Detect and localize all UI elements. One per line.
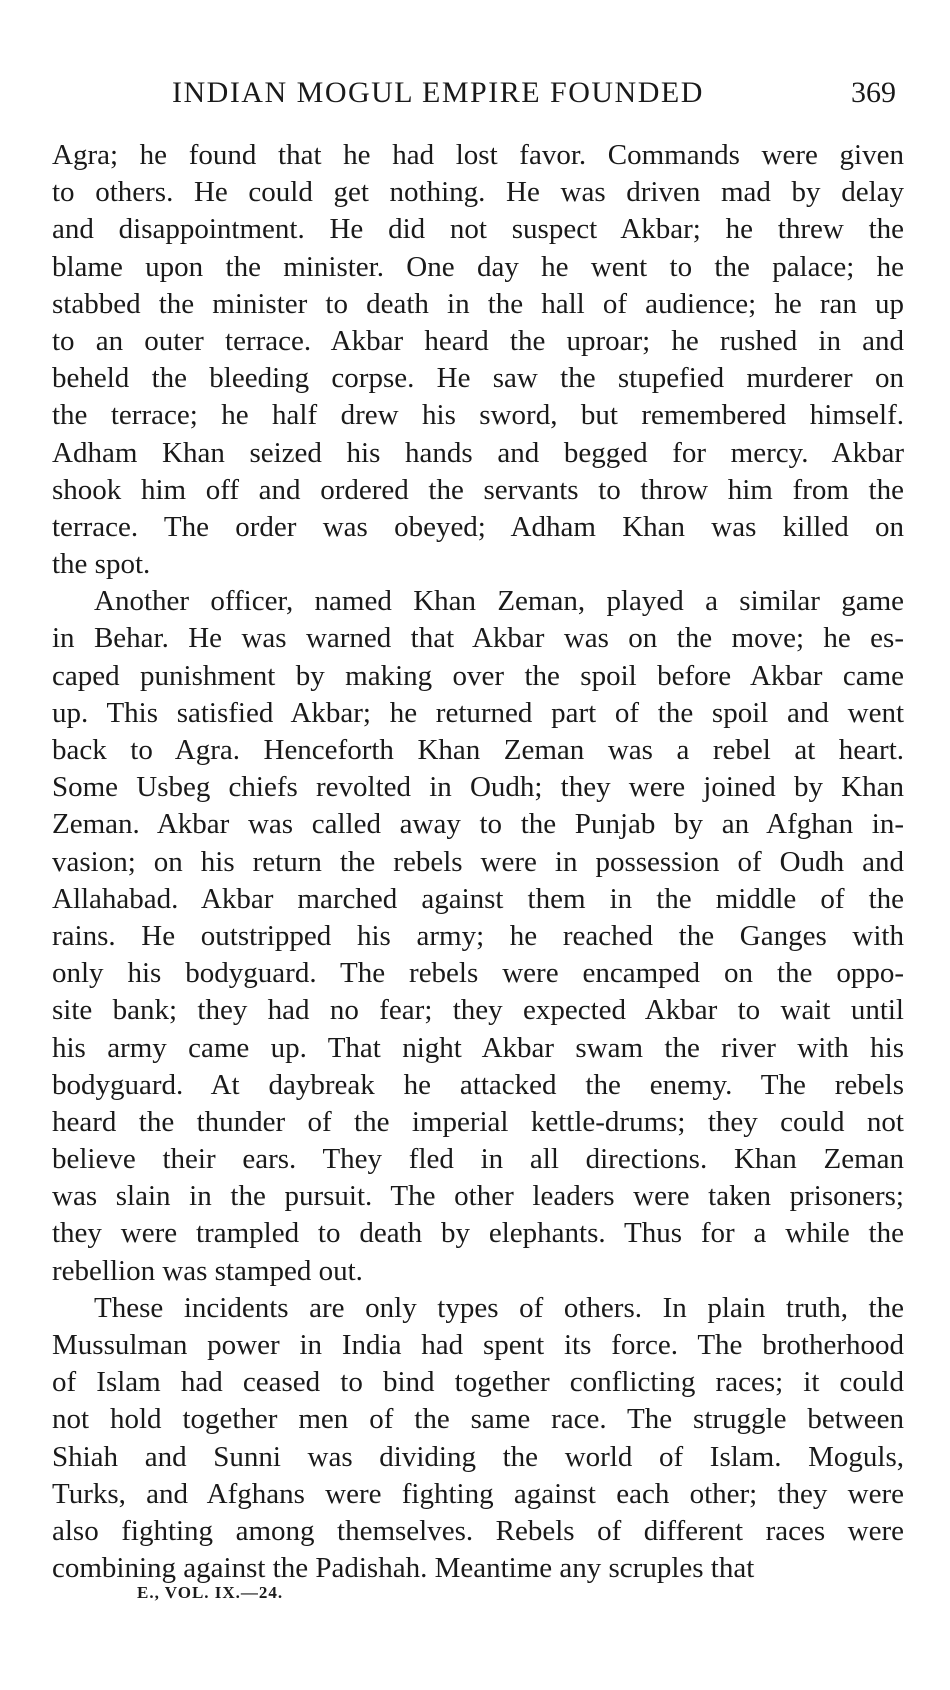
text-line: to others. He could get nothing. He was driven mad by delay [52, 176, 904, 209]
text-line: not hold together men of the same race. The struggle between [52, 1403, 904, 1436]
text-line: rebellion was stamped out. [52, 1254, 363, 1287]
paragraph [52, 137, 904, 583]
text-line: blame upon the minister. One day he went to the palace; he [52, 250, 904, 283]
text-line: Zeman. Akbar was called away to the Punjab by an Afghan in- [52, 808, 904, 841]
text-line: also fighting among themselves. Rebels of different races were [52, 1514, 904, 1547]
text-line: to an outer terrace. Akbar heard the uproar; he rushed in and [52, 324, 904, 357]
running-head [52, 76, 904, 120]
paragraph [52, 583, 904, 1290]
text-line: combining against the Padishah. Meantime any scruples that [52, 1552, 755, 1585]
text-line: These incidents are only types of others. In plain truth, the [94, 1291, 904, 1324]
text-line: the spot. [52, 548, 151, 581]
text-line: Turks, and Afghans were fighting against each other; they were [52, 1477, 904, 1510]
text-line: Adham Khan seized his hands and begged for mercy. Akbar [52, 436, 904, 469]
text-line: rains. He outstripped his army; he reached the Ganges with [52, 919, 904, 952]
text-line: and disappointment. He did not suspect Akbar; he threw the [52, 213, 904, 246]
book-page [52, 0, 904, 1690]
running-title: INDIAN MOGUL EMPIRE FOUNDED [172, 76, 704, 109]
text-line: site bank; they had no fear; they expected Akbar to wait until [52, 994, 904, 1027]
text-line: Agra; he found that he had lost favor. Commands were given [52, 139, 904, 171]
text-line: stabbed the minister to death in the hall of audience; he ran up [52, 287, 904, 320]
text-line: his army came up. That night Akbar swam the river with his [52, 1031, 904, 1064]
text-line: the terrace; he half drew his sword, but remembered himself. [52, 399, 904, 432]
text-line: beheld the bleeding corpse. He saw the stupefied murderer on [52, 362, 904, 395]
text-line: Mussulman power in India had spent its force. The brotherhood [52, 1329, 904, 1361]
text-line: Another officer, named Khan Zeman, played a similar game [94, 585, 904, 618]
text-line: believe their ears. They fled in all directions. Khan Zeman [52, 1143, 904, 1176]
page-number: 369 [851, 76, 896, 109]
text-line: Shiah and Sunni was dividing the world of Islam. Moguls, [52, 1440, 904, 1473]
text-line: in Behar. He was warned that Akbar was on the move; he es- [52, 622, 904, 655]
text-line: was slain in the pursuit. The other leaders were taken prisoners; [52, 1180, 904, 1213]
text-line: Allahabad. Akbar marched against them in the middle of the [52, 882, 904, 915]
text-line: of Islam had ceased to bind together conflicting races; it could [52, 1366, 904, 1399]
text-line: bodyguard. At daybreak he attacked the enemy. The rebels [52, 1068, 904, 1101]
body-text [52, 137, 904, 1587]
text-line: heard the thunder of the imperial kettle-drums; they could not [52, 1105, 904, 1138]
signature-mark: E., VOL. IX.—24. [137, 1583, 284, 1602]
text-line: shook him off and ordered the servants to throw him from the [52, 473, 904, 506]
text-line: back to Agra. Henceforth Khan Zeman was a rebel at heart. [52, 734, 904, 766]
text-line: only his bodyguard. The rebels were encamped on the oppo- [52, 957, 904, 990]
text-line: caped punishment by making over the spoil before Akbar came [52, 659, 904, 692]
paragraph [52, 1290, 904, 1588]
text-line: up. This satisfied Akbar; he returned part of the spoil and went [52, 696, 904, 729]
text-line: terrace. The order was obeyed; Adham Khan was killed on [52, 510, 904, 543]
text-line: they were trampled to death by elephants. Thus for a while the [52, 1217, 904, 1250]
text-line: Some Usbeg chiefs revolted in Oudh; they were joined by Khan [52, 771, 904, 804]
text-line: vasion; on his return the rebels were in possession of Oudh and [52, 845, 904, 878]
